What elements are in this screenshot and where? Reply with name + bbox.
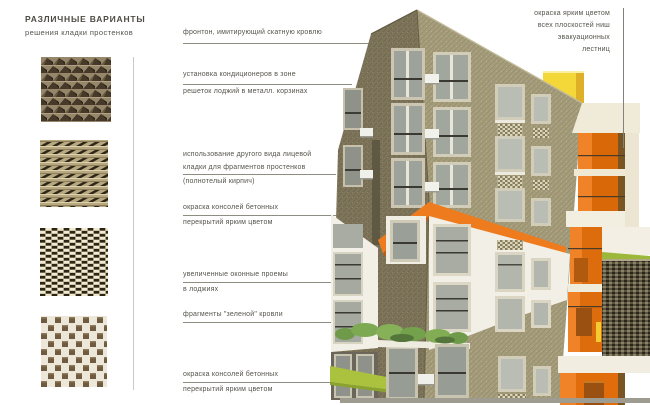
annotation-consoles-top-line-2: перекрытий ярким цветом [183,219,273,226]
annotation-stairs-line-4: лестниц [582,46,610,53]
page-title: РАЗЛИЧНЫЕ ВАРИАНТЫ [25,14,146,24]
niche-a [578,133,625,171]
annotation-ac-line-2: решеток лоджий в металл. корзинах [183,88,308,95]
annotation-windows-line-1: увеличенные оконные проемы [183,271,288,278]
annotation-green-roof: фрагменты "зеленой" кровли [183,311,283,318]
white-patch-middle [386,216,426,264]
annotation-ac-line-1: установка кондиционеров в зоне [183,71,296,78]
annotation-windows-line-2: в лоджиях [183,286,219,293]
annotation-facing-line-2: кладки для фрагментов простенков [183,164,306,171]
annotation-consoles-top-line-1: окраска консолей бетонных [183,204,279,211]
annotation-stairs-line-3: эвакуационных [557,34,610,41]
annotation-facing-line-3: (полнотелый кирпич) [183,178,255,185]
page-subtitle: решения кладки простенков [25,28,134,37]
leader-line-right [623,8,624,148]
front-window-grid [495,84,551,226]
annotation-stairs-line-1: окраска ярким цветом [534,10,610,17]
annotation-stairs-line-2: всех плоскостей ниш [537,22,610,29]
annotation-consoles-bottom-line-2: перекрытий ярким цветом [183,386,273,393]
annotation-pediment: фронтон, имитирующий скатную кровлю [183,29,322,36]
niche-c [568,227,606,352]
niche-b [578,176,625,211]
annotation-facing-line-1: использование другого вида лицевой [183,151,312,158]
annotation-consoles-bottom-line-1: окраска консолей бетонных [183,371,279,378]
dark-brick-volume [602,259,650,363]
ground-shadow [340,398,650,403]
